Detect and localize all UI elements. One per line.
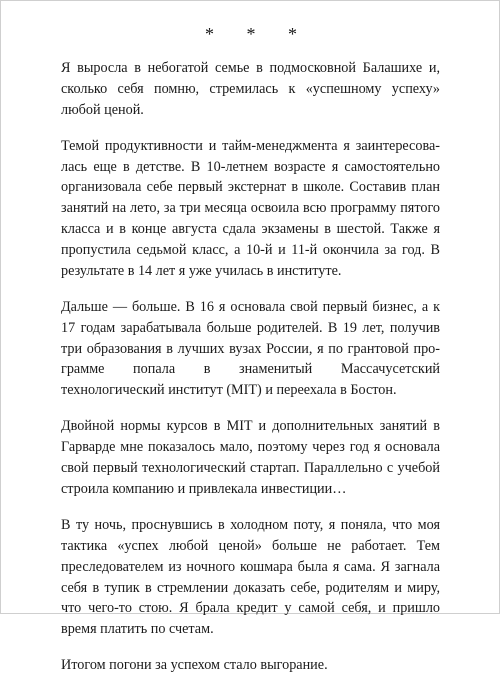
paragraph-6: Итогом погони за успехом стало выгорание.	[61, 657, 328, 674]
paragraph-1: Я выросла в небогатой семье в подмосковной Балашихе и, сколько себя помню, стремилась к «успешному успеху» любой ценой.	[61, 60, 440, 118]
paragraph-2: Темой продуктивности и тайм-менеджмента я заинтересовалась еще в детстве. В 10-летнем возрасте я самостоятельно организовала себе первый экстернат в школе. Составив план занятий на лето, за три месяца освоила всю программу пятого класса и в конце августа сдала экзамены в шестой. Также я пропустила седьмой класс, а 10-й и 11-й окончила за год. В результате в 14 лет я уже училась в институте.	[61, 137, 440, 279]
page-body	[61, 58, 440, 676]
section-separator: * * *	[205, 24, 311, 44]
paragraph-4: Двойной нормы курсов в MIT и дополнительных занятий в Гарварде мне показалось мало, поэтому через год я основала свой первый технологический стартап. Параллельно с учебой строила компанию и привлекала инвестиции…	[61, 418, 440, 497]
paragraph-3: Дальше — больше. В 16 я основала свой первый бизнес, а к 17 годам зарабатывала больше родителей. В 19 лет, получив три образования в лучших вузах России, я по грантовой программе попала в знаменитый Массачусетский технологический институт (MIT) и переехала в Бостон.	[61, 298, 440, 399]
paragraph-5: В ту ночь, проснувшись в холодном поту, я поняла, что моя тактика «успех любой ценой» больше не работает. Тем преследователем из ночного кошмара была я сама. Я загнала себя в тупик в стремлении доказать себе, родителям и миру, что чего-то стою. Я брала кредит у самой себя, и пришло время платить по счетам.	[61, 517, 440, 638]
